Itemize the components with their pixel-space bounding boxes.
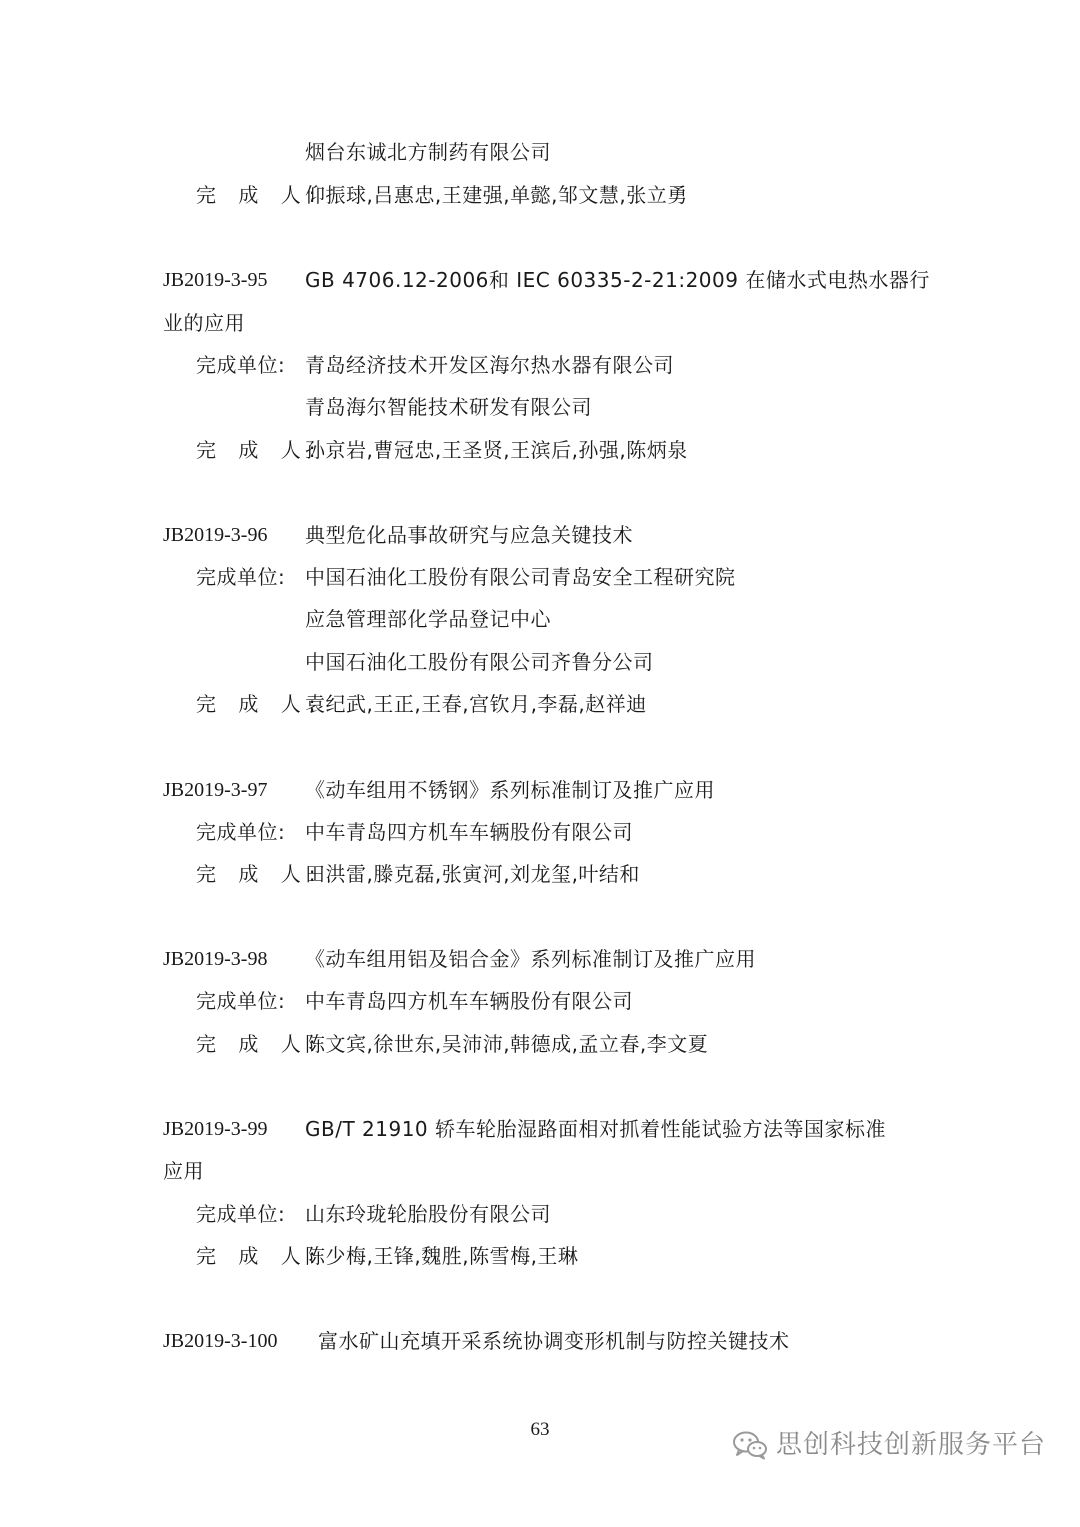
entry-code: JB2019-3-95 bbox=[163, 269, 268, 291]
people-label: 完 成 人: bbox=[196, 438, 324, 462]
unit-label: 完成单位: bbox=[196, 565, 286, 589]
entry-code: JB2019-3-100 bbox=[163, 1330, 278, 1352]
entry-title: GB/T 21910 轿车轮胎湿路面相对抓着性能试验方法等国家标准 bbox=[305, 1117, 887, 1141]
unit-line: 中国石油化工股份有限公司齐鲁分公司 bbox=[305, 650, 654, 674]
people-label: 完 成 人: bbox=[196, 183, 324, 207]
unit-line: 山东玲珑轮胎股份有限公司 bbox=[305, 1202, 551, 1226]
people-line: 田洪雷,滕克磊,张寅河,刘龙玺,叶结和 bbox=[305, 862, 640, 886]
watermark-text: 思创科技创新服务平台 bbox=[776, 1430, 1047, 1460]
entry-code: JB2019-3-97 bbox=[163, 779, 268, 801]
unit-line: 应急管理部化学品登记中心 bbox=[305, 607, 551, 631]
entry-title: 典型危化品事故研究与应急关键技术 bbox=[305, 523, 633, 547]
unit-label: 完成单位: bbox=[196, 1202, 286, 1226]
unit-line: 青岛海尔智能技术研发有限公司 bbox=[305, 395, 592, 419]
unit-line: 烟台东诚北方制药有限公司 bbox=[305, 140, 551, 164]
wechat-icon bbox=[732, 1430, 768, 1460]
people-line: 陈少梅,王锋,魏胜,陈雪梅,王琳 bbox=[305, 1244, 579, 1268]
entry-code: JB2019-3-98 bbox=[163, 948, 268, 970]
entry-code: JB2019-3-96 bbox=[163, 524, 268, 546]
people-label: 完 成 人: bbox=[196, 692, 324, 716]
entry-title: 《动车组用不锈钢》系列标准制订及推广应用 bbox=[305, 778, 715, 802]
people-line: 袁纪武,王正,王春,宫钦月,李磊,赵祥迪 bbox=[305, 692, 647, 716]
people-line: 陈文宾,徐世东,吴沛沛,韩德成,孟立春,李文夏 bbox=[305, 1032, 709, 1056]
unit-line: 中国石油化工股份有限公司青岛安全工程研究院 bbox=[305, 565, 736, 589]
entry-title-cont: 应用 bbox=[163, 1159, 204, 1183]
unit-label: 完成单位: bbox=[196, 353, 286, 377]
people-label: 完 成 人: bbox=[196, 1032, 324, 1056]
entry-title: 《动车组用铝及铝合金》系列标准制订及推广应用 bbox=[305, 947, 756, 971]
unit-label: 完成单位: bbox=[196, 989, 286, 1013]
entry-code: JB2019-3-99 bbox=[163, 1118, 268, 1140]
people-label: 完 成 人: bbox=[196, 1244, 324, 1268]
watermark bbox=[732, 1430, 1046, 1460]
entry-title: 富水矿山充填开采系统协调变形机制与防控关键技术 bbox=[318, 1329, 790, 1353]
page-number: 63 bbox=[530, 1419, 550, 1440]
people-line: 孙京岩,曹冠忠,王圣贤,王滨后,孙强,陈炳泉 bbox=[305, 438, 688, 462]
entry-title: GB 4706.12-2006和 IEC 60335-2-21:2009 在储水式电热水器行 bbox=[305, 268, 930, 292]
people-label: 完 成 人: bbox=[196, 862, 324, 886]
unit-line: 中车青岛四方机车车辆股份有限公司 bbox=[305, 820, 633, 844]
entry-title-cont: 业的应用 bbox=[163, 311, 245, 335]
people-line: 仰振球,吕惠忠,王建强,单懿,邹文慧,张立勇 bbox=[305, 183, 688, 207]
unit-label: 完成单位: bbox=[196, 820, 286, 844]
unit-line: 青岛经济技术开发区海尔热水器有限公司 bbox=[305, 353, 674, 377]
unit-line: 中车青岛四方机车车辆股份有限公司 bbox=[305, 989, 633, 1013]
